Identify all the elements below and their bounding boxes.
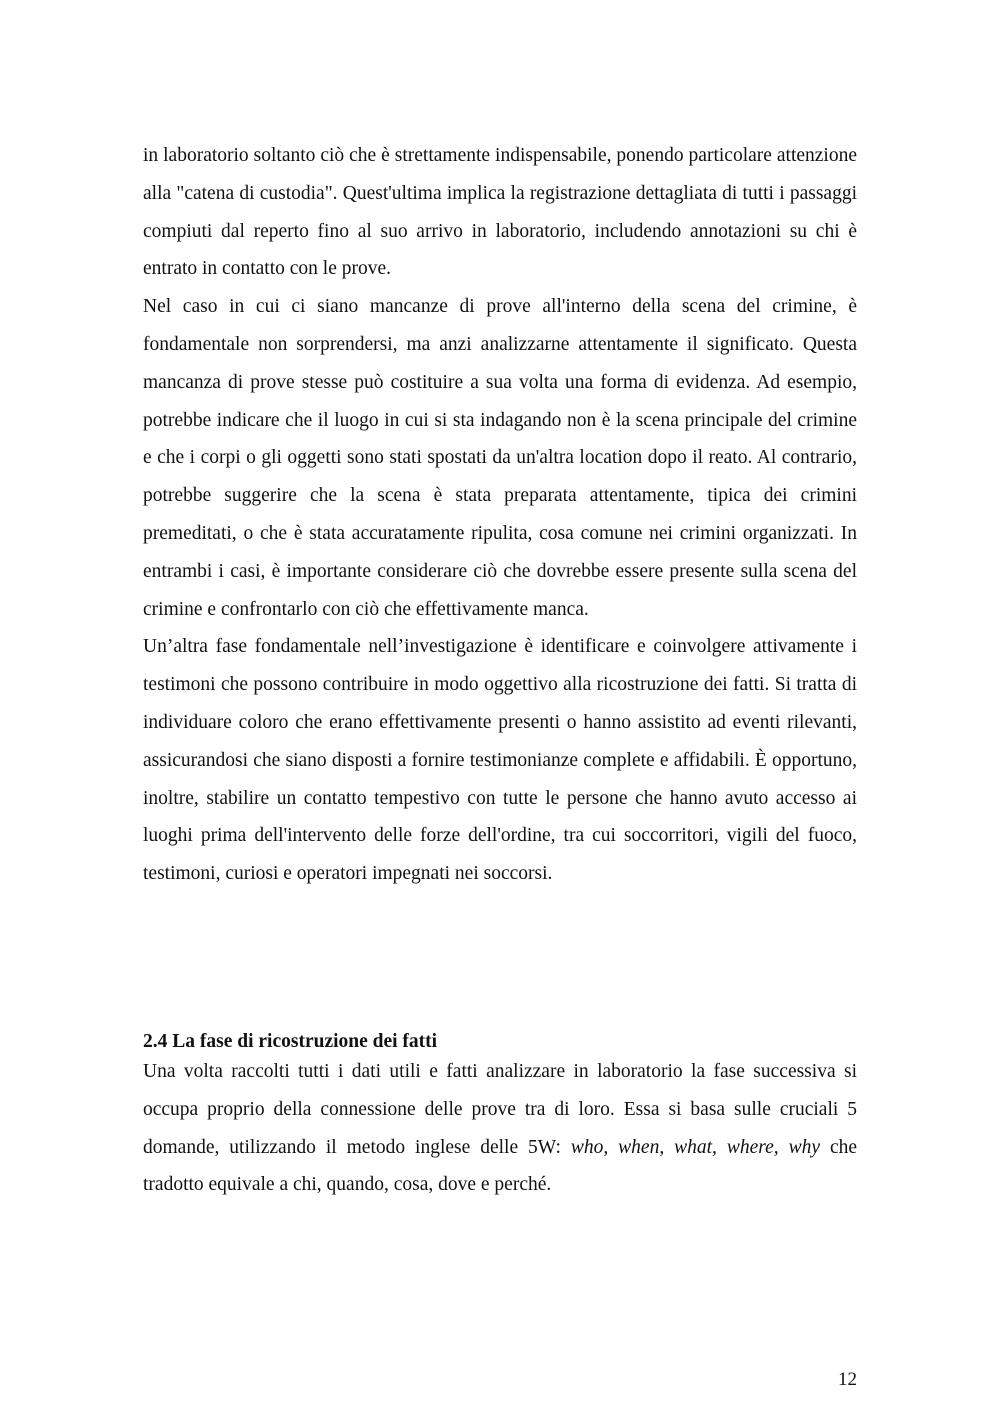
section-body-text bbox=[143, 1053, 857, 1204]
paragraph-reconstruction-part1: Una volta raccolti tutti i dati utili e fatti analizzare in laboratorio la fase successiva si occupa proprio della connessione delle prove tra di loro. Essa si basa sulle cruciali 5 domande, utilizzando il metodo inglese delle 5W: bbox=[143, 1061, 857, 1158]
page-number: 12 bbox=[838, 1369, 857, 1390]
body-text bbox=[143, 137, 857, 893]
paragraph-reconstruction-part2: che tradotto equivale a chi, quando, cosa, dove e perché. bbox=[143, 1136, 858, 1196]
section-heading: 2.4 La fase di ricostruzione dei fatti bbox=[143, 1031, 438, 1052]
paragraph-chain-of-custody: in laboratorio soltanto ciò che è strettamente indispensabile, ponendo particolare attenzione alla "catena di custodia". Quest'ultima implica la registrazione dettagliata di tutti i passaggi compiuti dal reperto fino al suo arrivo in laboratorio, includendo annotazioni su chi è entrato in contatto con le prove. bbox=[143, 145, 857, 280]
paragraph-reconstruction bbox=[143, 1053, 857, 1204]
paragraph-reconstruction-italic: who, when, what, where, why bbox=[570, 1136, 821, 1158]
paragraph-witnesses: Un’altra fase fondamentale nell’investigazione è identificare e coinvolgere attivamente i testimoni che possono contribuire in modo oggettivo alla ricostruzione dei fatti. Si tratta di individuare coloro che erano effettivamente presenti o hanno assistito ad eventi rilevanti, assicurandosi che siano disposti a fornire testimonianze complete e affidabili. È opportuno, inoltre, stabilire un contatto tempestivo con tutte le persone che hanno avuto accesso ai luoghi prima dell'intervento delle forze dell'ordine, tra cui soccorritori, vigili del fuoco, testimoni, curiosi e operatori impegnati nei soccorsi. bbox=[143, 636, 857, 885]
paragraph-missing-evidence: Nel caso in cui ci siano mancanze di prove all'interno della scena del crimine, è fondamentale non sorprendersi, ma anzi analizzarne attentamente il significato. Questa mancanza di prove stesse può costituire a sua volta una forma di evidenza. Ad esempio, potrebbe indicare che il luogo in cui si sta indagando non è la scena principale del crimine e che i corpi o gli oggetti sono stati spostati da un'altra location dopo il reato. Al contrario, potrebbe suggerire che la scena è stata preparata attentamente, tipica dei crimini premeditati, o che è stata accuratamente ripulita, cosa comune nei crimini organizzati. In entrambi i casi, è importante considerare ciò che dovrebbe essere presente sulla scena del crimine e confrontarlo con ciò che effettivamente manca. bbox=[143, 296, 857, 620]
